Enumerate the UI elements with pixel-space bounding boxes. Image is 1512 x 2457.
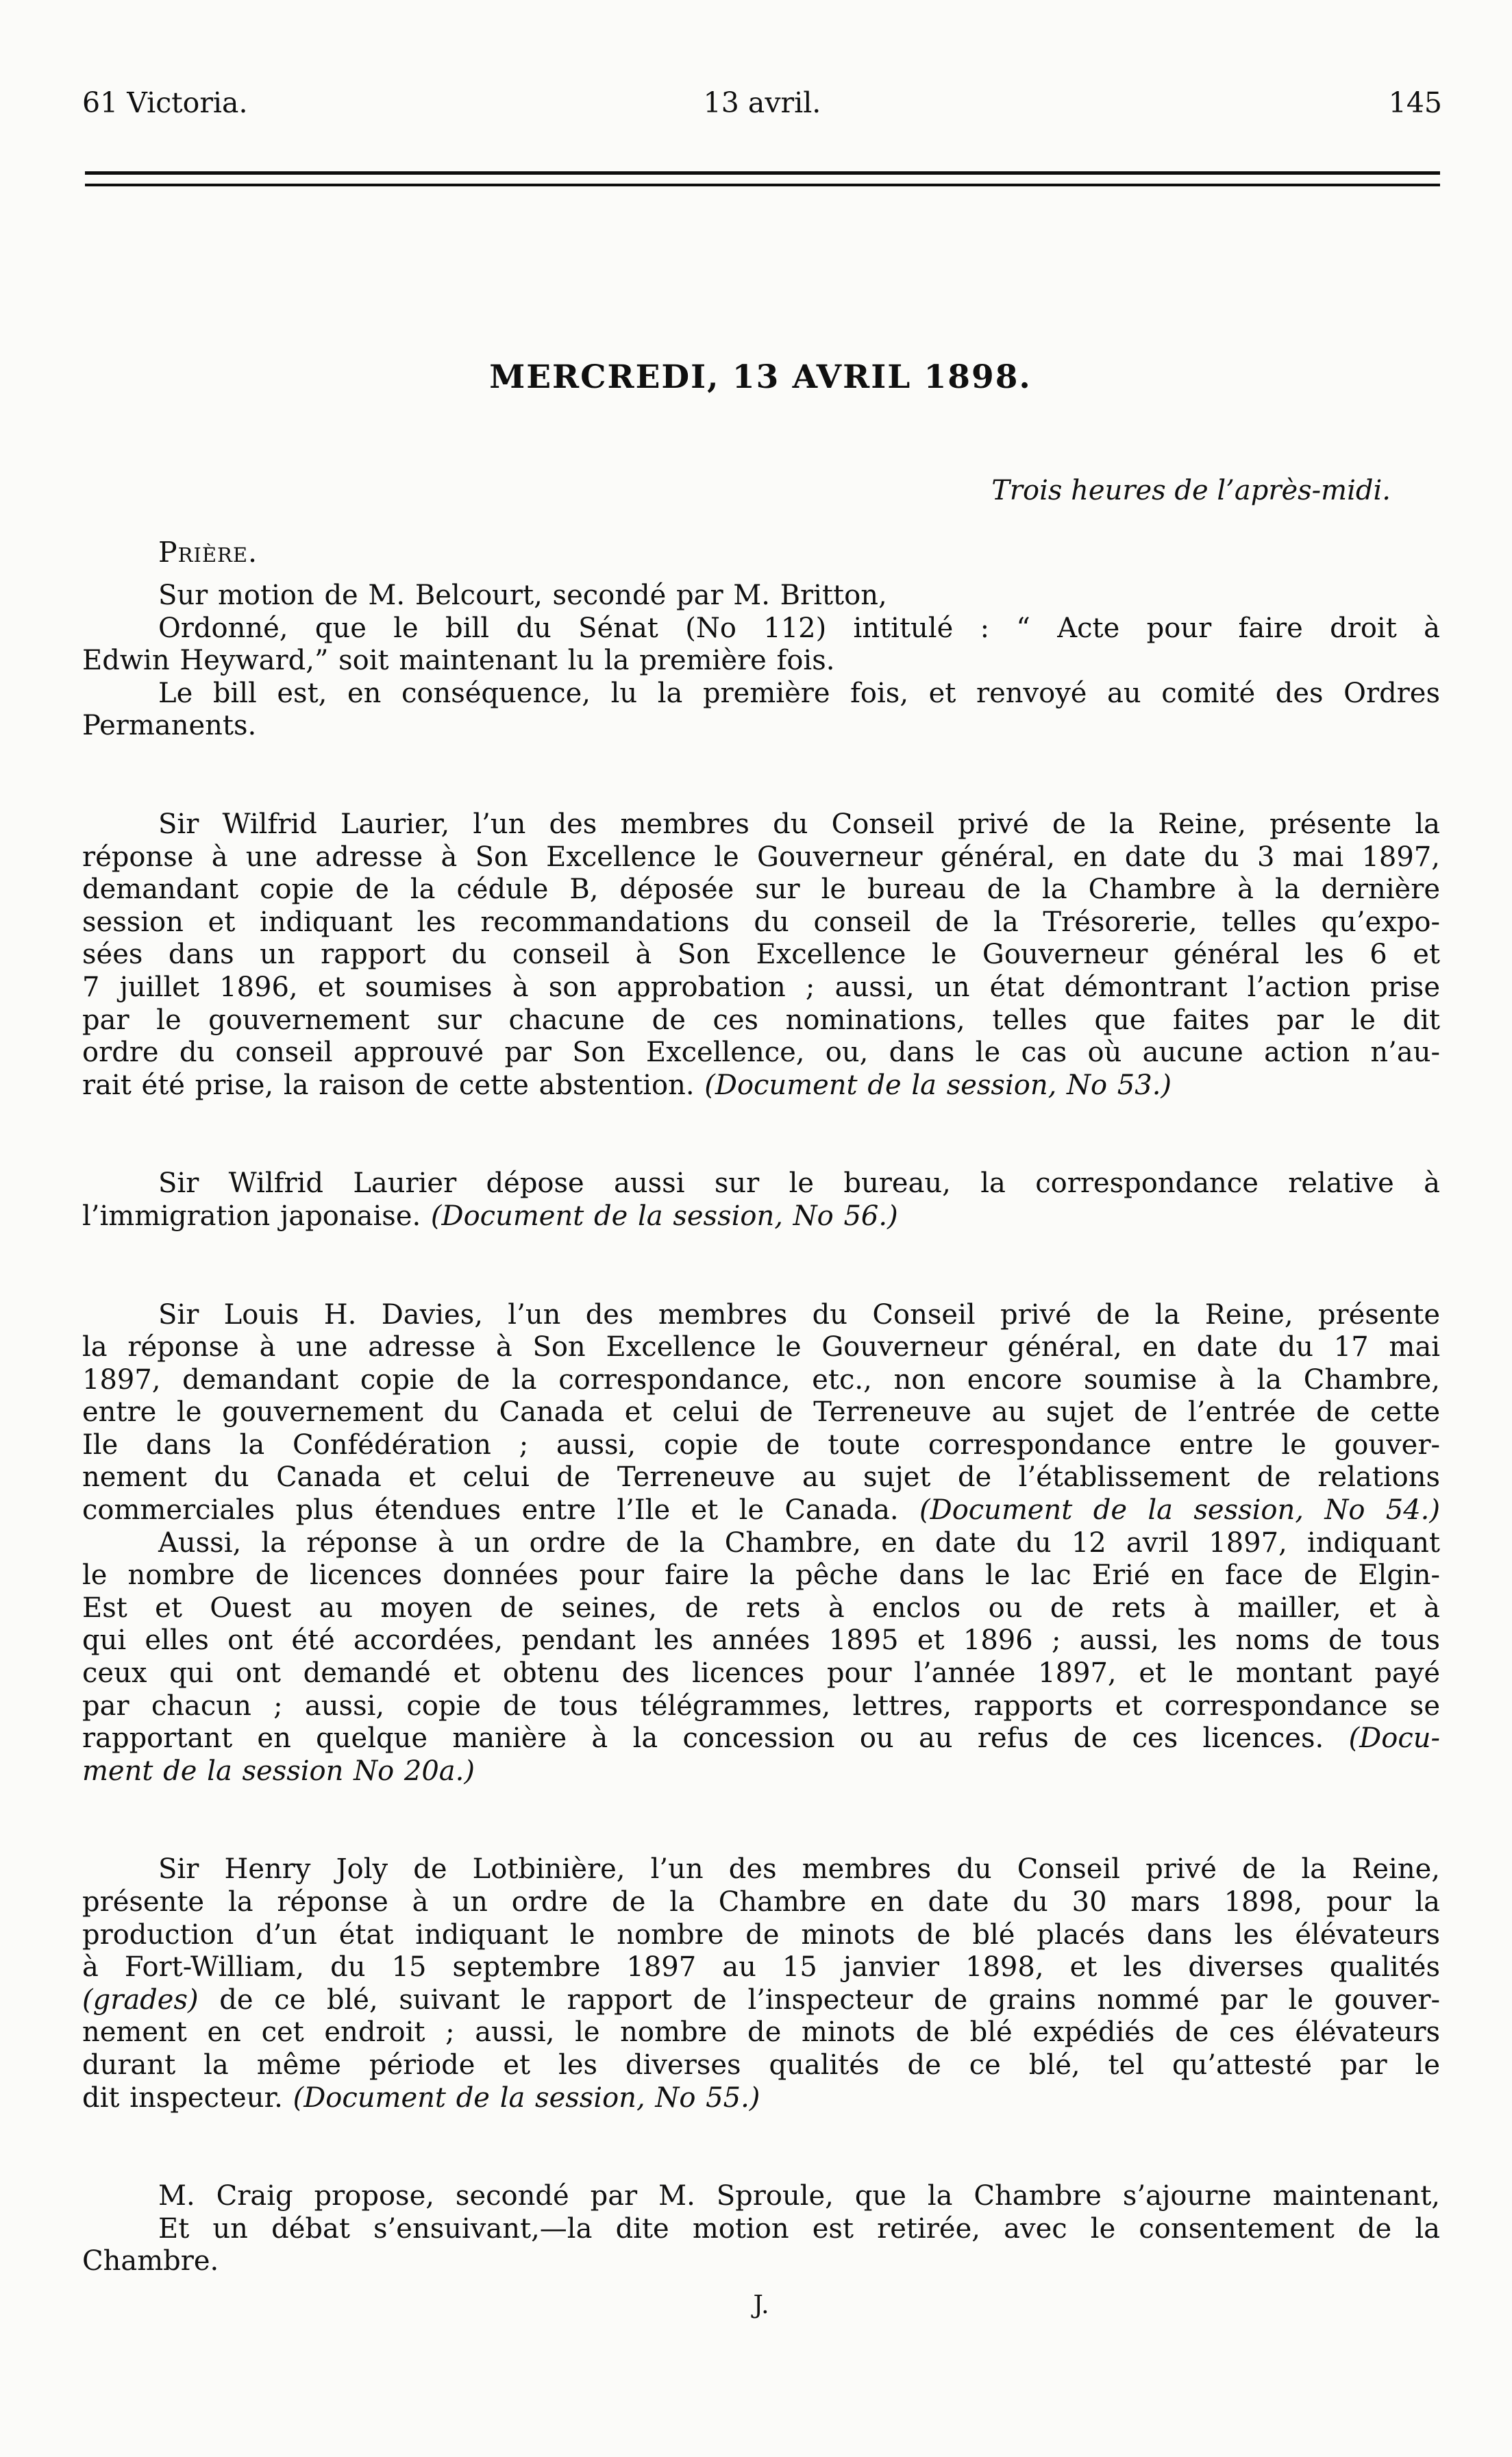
text-run: par le gouvernement sur chacune de ces nominations, telles que faites par le dit [82,1004,1440,1036]
text-line [82,1527,1440,1560]
text-run: demandant copie de la cédule B, déposée sur le bureau de la Chambre à la dernière [82,874,1440,906]
text-line [82,1364,1440,1397]
text-line [82,2082,1440,2115]
text-line [82,613,1440,645]
text-line [82,1853,1440,1886]
text-line [82,1396,1440,1429]
text-run: nement en cet endroit ; aussi, le nombre de minots de blé expédiés de ces élévateurs [82,2016,1440,2049]
text-line [82,1168,1440,1200]
text-run: nement du Canada et celui de Terreneuve au sujet de l’établissement de relations [82,1461,1440,1494]
text-line [82,1886,1440,1919]
text-line [82,710,1440,743]
header-regnal-year: 61 Victoria. [82,86,248,119]
printer-signature-mark: J. [753,2291,769,2319]
paragraph [82,1853,1440,2114]
text-run: 1897, demandant copie de la correspondance, etc., non encore soumise à la Chambre, [82,1363,1440,1396]
text-run: Permanents. [82,710,257,742]
text-run: ceux qui ont demandé et obtenu des licences pour l’année 1897, et le montant payé [82,1657,1440,1690]
text-run: Edwin Heyward,” soit maintenant lu la première fois. [82,645,835,677]
text-line [82,1461,1440,1494]
text-run: présente la réponse à un ordre de la Chambre en date du 30 mars 1898, pour la [82,1886,1440,1918]
text-line [82,1919,1440,1952]
text-run: Chambre. [82,2245,219,2277]
text-run: sées dans un rapport du conseil à Son Excellence le Gouverneur général les 6 et [82,939,1440,971]
text-run: par chacun ; aussi, copie de tous télégrammes, lettres, rapports et correspondance se [82,1690,1440,1722]
paragraph [82,2180,1440,2278]
text-run: qui elles ont été accordées, pendant les années 1895 et 1896 ; aussi, les noms de tous [82,1625,1440,1657]
text-run: commerciales plus étendues entre l’Ile et le Canada. [82,1494,920,1527]
text-run: Le bill est, en conséquence, lu la première fois, et renvoyé au comité des Ordres [158,677,1440,709]
text-line [82,874,1440,906]
text-line [82,1755,1440,1788]
text-run: Sir Louis H. Davies, l’un des membres du Conseil privé de la Reine, présente [158,1298,1440,1331]
text-line [82,1984,1440,2017]
text-run: rapportant en quelque manière à la concession ou au refus de ces licences. [82,1723,1349,1755]
running-header [82,86,1442,119]
header-date: 13 avril. [703,86,821,119]
paragraph [82,808,1440,1102]
text-run: dit inspecteur. [82,2082,293,2114]
text-run: 7 juillet 1896, et soumises à son approbation ; aussi, un état démontrant l’action prise [82,971,1440,1003]
prayer-heading: Prière. [158,536,258,569]
text-line [82,1723,1440,1755]
text-line [82,2180,1440,2213]
text-line [82,1004,1440,1037]
text-line [82,1429,1440,1462]
text-line [82,2049,1440,2082]
text-run: entre le gouvernement du Canada et celui de Terreneuve au sujet de l’entrée de cette [82,1396,1440,1429]
text-line [82,1331,1440,1364]
italic-run: (Docu- [1348,1723,1440,1755]
text-run: rait été prise, la raison de cette abstention. [82,1069,705,1101]
text-run: réponse à une adresse à Son Excellence le Gouverneur général, en date du 3 mai 1897, [82,841,1440,873]
text-run: Est et Ouest au moyen de seines, de rets à enclos ou de rets à mailler, et à [82,1592,1440,1624]
text-line [82,1592,1440,1625]
text-line [82,1690,1440,1723]
text-line [82,580,1440,613]
text-run: Aussi, la réponse à un ordre de la Chambre, en date du 12 avril 1897, indiquant [158,1527,1440,1559]
text-run: durant la même période et les diverses qualités de ce blé, tel qu’attesté par le [82,2049,1440,2081]
text-run: Sir Wilfrid Laurier dépose aussi sur le bureau, la correspondance relative à [158,1168,1440,1200]
text-line [82,1299,1440,1332]
text-run: M. Craig propose, secondé par M. Sproule, que la Chambre s’ajourne maintenant, [158,2180,1440,2212]
text-line [82,1625,1440,1657]
paragraph [82,580,1440,743]
italic-run: (grades) [82,1984,199,2016]
text-run: production d’un état indiquant le nombre de minots de blé placés dans les élévateurs [82,1918,1440,1951]
text-line [82,939,1440,972]
text-run: le nombre de licences données pour faire la pêche dans le lac Erié en face de Elgin- [82,1559,1440,1592]
text-run: Sir Wilfrid Laurier, l’un des membres du Conseil privé de la Reine, présente la [158,808,1440,840]
text-run: la réponse à une adresse à Son Excellence le Gouverneur général, en date du 17 mai [82,1331,1440,1363]
text-line [82,1037,1440,1070]
text-run: Sur motion de M. Belcourt, secondé par M. Britton, [158,580,887,611]
header-page-number: 145 [1388,86,1443,119]
text-run: l’immigration japonaise. [82,1200,431,1232]
text-line [82,972,1440,1004]
italic-run: (Document de la session, No 55.) [293,2082,760,2114]
paragraph [82,1299,1440,1788]
text-run: Ordonné, que le bill du Sénat (No 112) intitulé : “ Acte pour faire droit à [158,612,1440,644]
sitting-time-note: Trois heures de l’après-midi. [991,475,1391,506]
text-body [82,580,1440,2321]
text-line [82,1200,1440,1233]
text-run: session et indiquant les recommandations du conseil de la Trésorerie, telles qu’expo- [82,906,1440,938]
header-double-rule [85,171,1440,186]
italic-run: (Document de la session, No 53.) [704,1069,1172,1101]
italic-run: (Document de la session, No 54.) [919,1494,1441,1527]
text-run: Sir Henry Joly de Lotbinière, l’un des membres du Conseil privé de la Reine, [158,1853,1440,1886]
text-line [82,808,1440,841]
italic-run: (Document de la session, No 56.) [430,1200,898,1232]
text-run: Ile dans la Confédération ; aussi, copie de toute correspondance entre le gouver- [82,1429,1440,1461]
text-line [82,841,1440,874]
text-line [82,1657,1440,1690]
text-run: Et un débat s’ensuivant,—la dite motion est retirée, avec le consentement de la [158,2212,1440,2245]
text-line [82,2213,1440,2246]
text-line [82,1559,1440,1592]
text-line [82,1494,1440,1527]
text-line [82,678,1440,711]
text-line [82,645,1440,678]
italic-run: ment de la session No 20a.) [82,1755,475,1787]
text-run: ordre du conseil approuvé par Son Excellence, ou, dans le cas où aucune action n’au- [82,1037,1440,1069]
text-run: de ce blé, suivant le rapport de l’inspecteur de grains nommé par le gouver- [198,1984,1440,2016]
paragraph [82,1168,1440,1233]
sitting-day-title: MERCREDI, 13 AVRIL 1898. [489,358,1032,396]
text-run: à Fort-William, du 15 septembre 1897 au 15 janvier 1898, et les diverses qualités [82,1951,1440,1984]
text-line [82,1951,1440,1984]
text-line [82,1070,1440,1102]
text-line [82,2245,1440,2278]
text-line [82,906,1440,939]
text-line [82,2016,1440,2049]
